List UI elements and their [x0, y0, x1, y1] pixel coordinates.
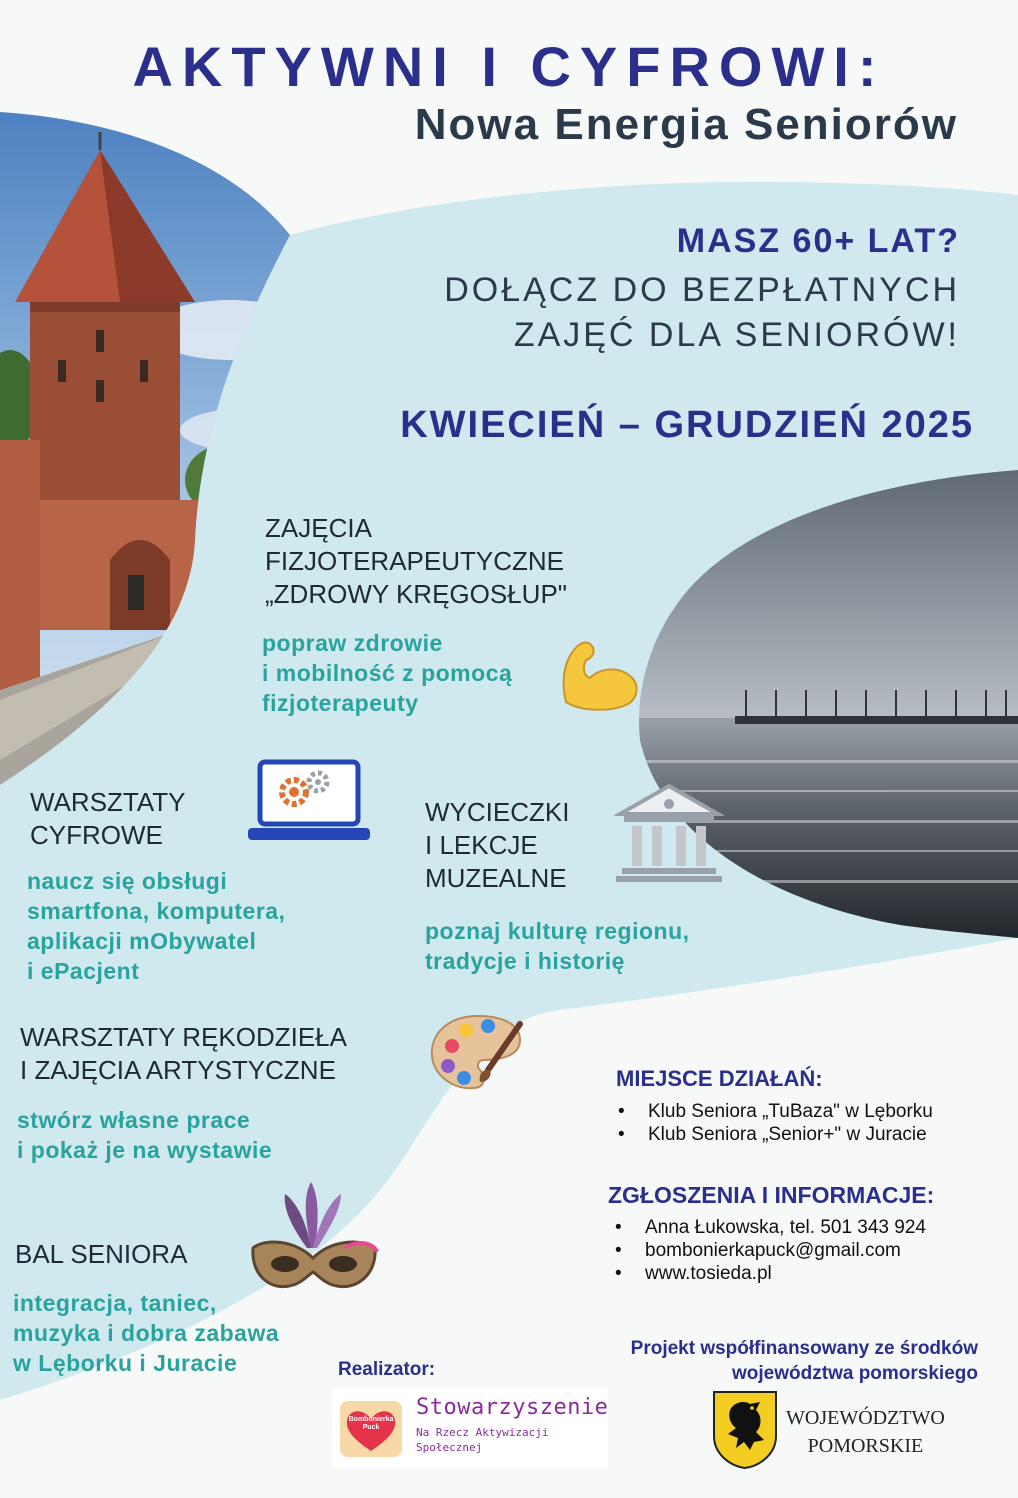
museum-description: [425, 916, 690, 976]
crafts-desc-line: i pokaż je na wystawie: [17, 1137, 273, 1163]
invite-line-1: DOŁĄCZ DO BEZPŁATNYCH: [444, 271, 960, 309]
museum-title: [425, 796, 569, 895]
museum-title-line: WYCIECZKI: [425, 797, 570, 827]
digital-title-line: WARSZTATY: [30, 787, 186, 817]
heart-logo-line: Puck: [362, 1424, 380, 1431]
crafts-desc-line: stwórz własne prace: [17, 1107, 251, 1133]
museum-icon: [614, 782, 724, 884]
physio-title: [265, 512, 567, 611]
heart-logo-line: Bombonierka: [348, 1416, 394, 1423]
org-logo: [332, 1389, 608, 1467]
contact-heading: ZGŁOSZENIA I INFORMACJE:: [608, 1182, 935, 1208]
date-range: KWIECIEŃ – GRUDZIEŃ 2025: [400, 404, 974, 446]
physio-title-line: „ZDROWY KRĘGOSŁUP": [265, 579, 568, 609]
contact-name-phone: • Anna Łukowska, tel. 501 343 924: [611, 1216, 926, 1239]
poster-title: AKTYWNI I CYFROWI:: [132, 35, 886, 98]
locations-heading: MIEJSCE DZIAŁAŃ:: [616, 1066, 823, 1091]
crafts-title: [20, 1021, 347, 1087]
physio-description: [262, 628, 512, 718]
physio-desc-line: fizjoterapeuty: [262, 690, 419, 716]
museum-title-line: I LEKCJE: [425, 830, 538, 860]
museum-title-line: MUZEALNE: [425, 863, 567, 893]
coat-of-arms-icon: [712, 1390, 778, 1470]
org-name-line-2: Na Rzecz Aktywizacji: [416, 1426, 549, 1439]
crafts-description: [17, 1105, 272, 1165]
ball-title-line: BAL SENIORA: [15, 1239, 188, 1269]
contact-email[interactable]: • bombonierkapuck@gmail.com: [611, 1239, 926, 1262]
ball-desc-line: muzyka i dobra zabawa: [13, 1320, 280, 1346]
contact-website[interactable]: • www.tosieda.pl: [611, 1262, 926, 1285]
list-item: • Klub Seniora „TuBaza" w Lęborku: [614, 1100, 933, 1123]
funding-note: [631, 1336, 978, 1386]
museum-desc-line: poznaj kulturę regionu,: [425, 918, 690, 944]
digital-description: [27, 866, 285, 986]
funding-line: Projekt współfinansowany ze środków: [630, 1338, 978, 1359]
carnival-mask-icon: [245, 1178, 385, 1298]
ball-desc-line: integracja, taniec,: [13, 1290, 217, 1316]
region-logo-line: WOJEWÓDZTWO: [786, 1407, 945, 1429]
crafts-title-line: I ZAJĘCIA ARTYSTYCZNE: [20, 1055, 336, 1085]
digital-title: [30, 786, 186, 852]
poster-subtitle: Nowa Energia Seniorów: [414, 100, 958, 149]
museum-desc-line: tradycje i historię: [425, 948, 625, 974]
digital-desc-line: i ePacjent: [27, 958, 140, 984]
region-logo-line: POMORSKIE: [807, 1435, 924, 1457]
contact-list: [611, 1216, 926, 1285]
locations-list: [614, 1100, 933, 1146]
org-name-line-3: Społecznej: [416, 1441, 483, 1454]
org-name-line-1: Stowarzyszenie: [416, 1395, 609, 1420]
digital-desc-line: smartfona, komputera,: [27, 898, 286, 924]
digital-desc-line: naucz się obsługi: [27, 868, 228, 894]
crafts-title-line: WARSZTATY RĘKODZIEŁA: [20, 1022, 347, 1052]
digital-desc-line: aplikacji mObywatel: [27, 928, 257, 954]
physio-title-line: FIZJOTERAPEUTYCZNE: [265, 546, 565, 576]
heart-logo-text: [347, 1416, 395, 1432]
list-item: • Klub Seniora „Senior+" w Juracie: [614, 1123, 933, 1146]
realizator-label: Realizator:: [338, 1359, 436, 1380]
invite-line-2: ZAJĘĆ DLA SENIORÓW!: [513, 316, 960, 354]
ball-desc-line: w Lęborku i Juracie: [13, 1350, 238, 1376]
invite-text: [444, 268, 960, 358]
physio-title-line: ZAJĘCIA: [265, 513, 372, 543]
org-name-rest: [416, 1425, 548, 1455]
age-question: MASZ 60+ LAT?: [676, 222, 960, 260]
region-logo-text: [786, 1404, 945, 1460]
flexed-biceps-icon: [556, 632, 646, 712]
physio-desc-line: i mobilność z pomocą: [262, 660, 513, 686]
ball-title: [15, 1238, 187, 1271]
paint-palette-icon: [428, 1010, 528, 1095]
ball-description: [13, 1288, 279, 1378]
physio-desc-line: popraw zdrowie: [262, 630, 443, 656]
laptop-gears-icon: [246, 758, 372, 848]
digital-title-line: CYFROWE: [30, 820, 163, 850]
funding-line: województwa pomorskiego: [732, 1363, 978, 1384]
